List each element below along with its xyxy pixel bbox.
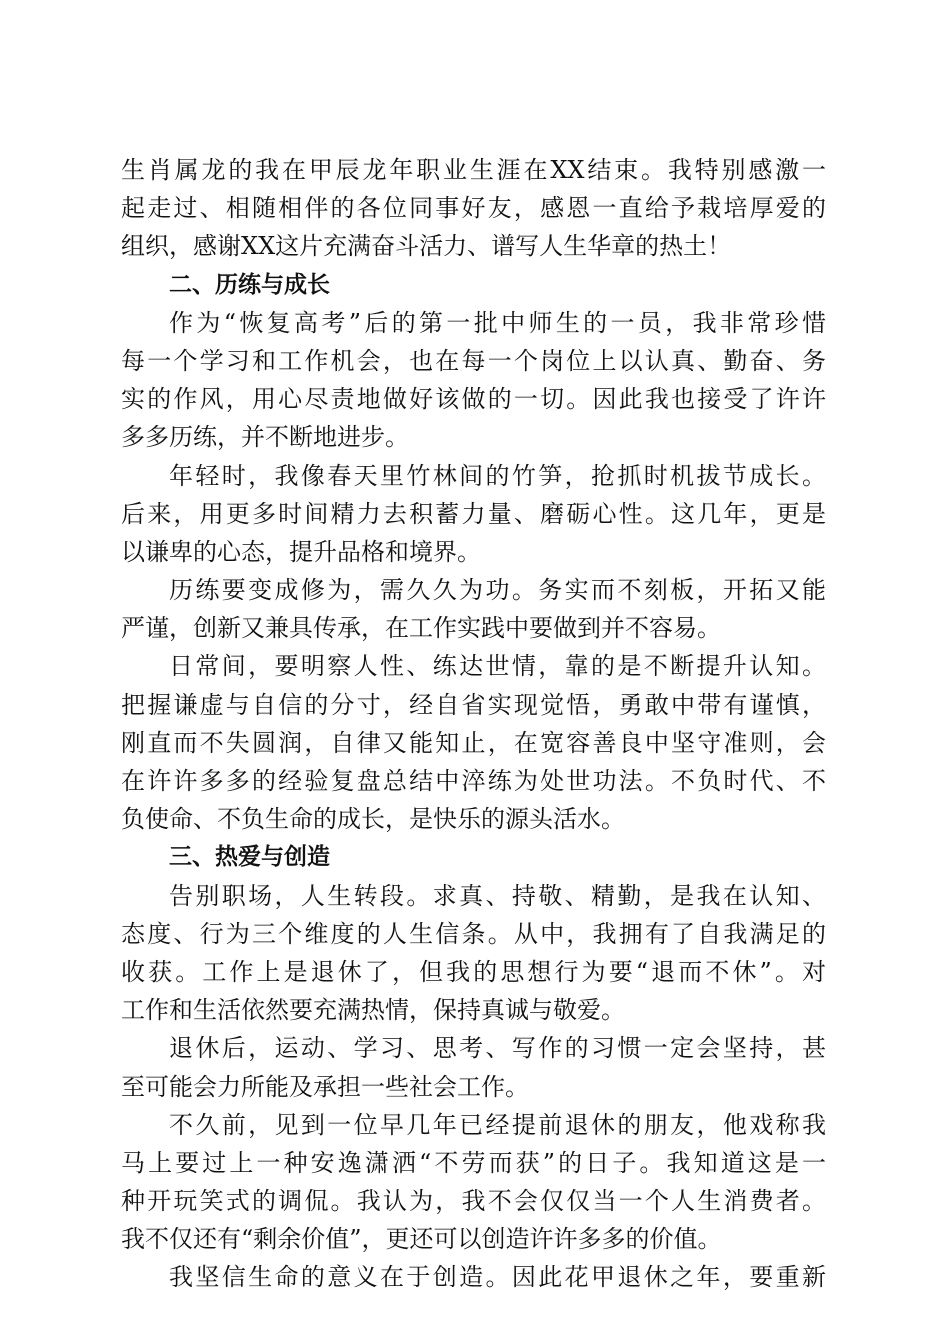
paragraph xyxy=(121,457,826,572)
text-line: 组织，感谢XX这片充满奋斗活力、谱写人生华章的热土！ xyxy=(121,232,732,261)
paragraph xyxy=(121,1258,826,1296)
text-line: 生肖属龙的我在甲辰龙年职业生涯在XX结束。我特别感激一 xyxy=(121,156,826,184)
section-heading: 二、历练与成长 xyxy=(169,271,330,298)
text-line: 我不仅还有“剩余价值”，更还可以创造许许多多的价值。 xyxy=(121,1225,722,1254)
text-line: 起走过、相随相伴的各位同事好友，感恩一直给予栽培厚爱的 xyxy=(121,194,826,223)
text-line: 刚直而不失圆润，自律又能知止，在宽容善良中坚守准则，会 xyxy=(121,728,826,757)
text-line: 多多历练，并不断地进步。 xyxy=(121,423,409,452)
text-line: 工作和生活依然要充满热情，保持真诚与敬爱。 xyxy=(121,996,625,1025)
text-line: 实的作风，用心尽责地做好该做的一切。因此我也接受了许许 xyxy=(121,385,826,414)
text-line: 年轻时，我像春天里竹林间的竹笋，抢抓时机拔节成长。 xyxy=(169,461,826,490)
paragraph xyxy=(121,304,826,457)
text-line: 种开玩笑式的调侃。我认为，我不会仅仅当一个人生消费者。 xyxy=(121,1187,826,1216)
paragraph xyxy=(121,1106,826,1259)
text-line: 在许许多多的经验复盘总结中淬练为处世功法。不负时代、不 xyxy=(121,767,826,795)
paragraph xyxy=(121,571,826,647)
text-line: 后来，用更多时间精力去积蓄力量、磨砺心性。这几年，更是 xyxy=(121,499,826,528)
paragraph xyxy=(121,1029,826,1105)
document-body xyxy=(121,151,826,1297)
text-line: 严谨，创新又兼具传承，在工作实践中要做到并不容易。 xyxy=(121,614,721,643)
text-line: 以谦卑的心态，提升品格和境界。 xyxy=(121,537,481,566)
text-line: 告别职场，人生转段。求真、持敬、精勤，是我在认知、 xyxy=(169,881,826,910)
section-heading: 三、热爱与创造 xyxy=(169,844,330,871)
text-line: 每一个学习和工作机会，也在每一个岗位上以认真、勤奋、务 xyxy=(121,346,826,375)
paragraph xyxy=(121,151,826,266)
text-line: 不久前，见到一位早几年已经提前退休的朋友，他戏称我 xyxy=(169,1110,826,1139)
text-line: 作为“恢复高考”后的第一批中师生的一员，我非常珍惜 xyxy=(169,308,826,337)
text-line: 负使命、不负生命的成长，是快乐的源头活水。 xyxy=(121,805,625,834)
paragraph xyxy=(121,877,826,1030)
text-line: 退休后，运动、学习、思考、写作的习惯一定会坚持，甚 xyxy=(169,1034,826,1063)
text-line: 至可能会力所能及承担一些社会工作。 xyxy=(121,1072,529,1101)
text-line: 我坚信生命的意义在于创造。因此花甲退休之年，要重新 xyxy=(169,1263,826,1292)
text-line: 日常间，要明察人性、练达世情，靠的是不断提升认知。 xyxy=(169,652,826,681)
text-line: 收获。工作上是退休了，但我的思想行为要“退而不休”。对 xyxy=(121,957,826,986)
text-line: 历练要变成修为，需久久为功。务实而不刻板，开拓又能 xyxy=(169,576,826,605)
text-line: 把握谦虚与自信的分寸，经自省实现觉悟，勇敢中带有谨慎， xyxy=(121,690,826,719)
paragraph xyxy=(121,647,826,838)
text-line: 态度、行为三个维度的人生信条。从中，我拥有了自我满足的 xyxy=(121,919,826,948)
text-line: 马上要过上一种安逸潇洒“不劳而获”的日子。我知道这是一 xyxy=(121,1148,826,1177)
